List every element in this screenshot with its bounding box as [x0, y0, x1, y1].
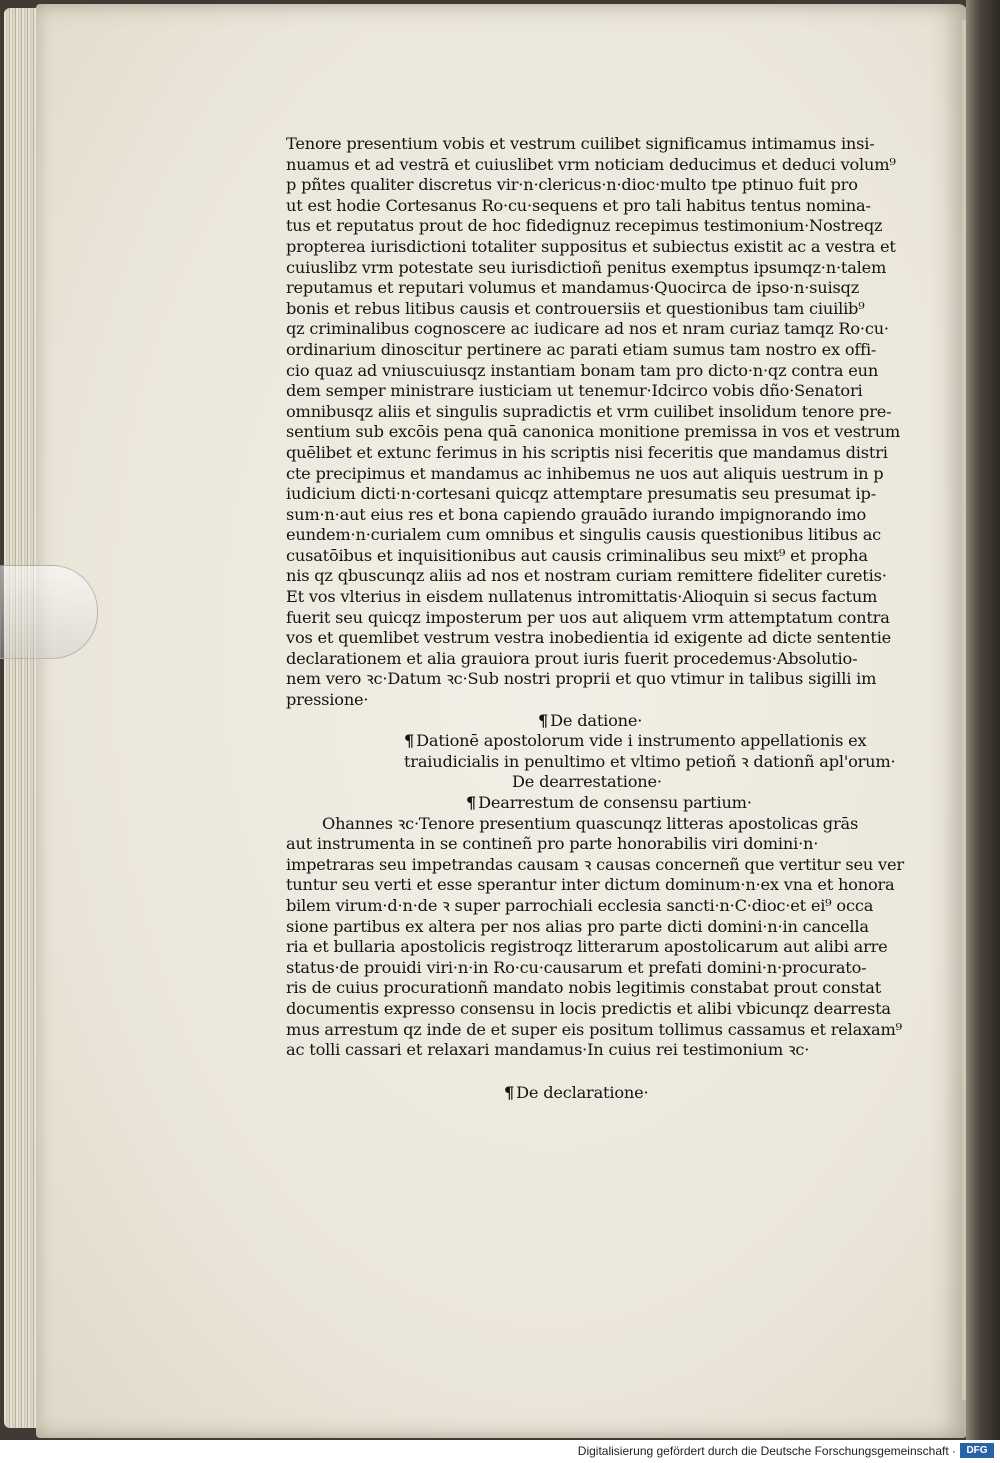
text-line: dem semper ministrare iusticiam ut tenemur·Idcirco vobis dño·Senatori [286, 381, 863, 401]
text-line: bilem virum·d·n·de ꝛ super parrochiali ecclesia sancti·n·C·dioc·et ei⁹ occa [286, 895, 874, 915]
datione-line: traiudicialis in penultimo et vltimo petioñ ꝛ dationñ apl'orum· [404, 751, 896, 771]
text-line: mus arrestum qz inde de et super eis positum tollimus cassamus et relaxam⁹ [286, 1019, 902, 1039]
text-line: Ohannes ꝛc·Tenore presentium quascunqz litteras apostolicas grās [322, 813, 859, 833]
pilcrow-icon: ¶ [538, 710, 549, 730]
pilcrow-icon: ¶ [504, 1082, 515, 1102]
text-line: propterea iurisdictioni totaliter suppositus et subiectus existit ac a vestra et [286, 236, 896, 256]
text-line: reputamus et reputari volumus et mandamus·Quocirca de ipso·n·suisqz [286, 278, 860, 298]
text-line: nuamus et ad vestrā et cuiuslibet vrm noticiam deducimus et deduci volum⁹ [286, 154, 896, 174]
paragraph-tenore [286, 134, 926, 711]
text-line: p pñtes qualiter discretus vir·n·clericus·n·dioc·multo tpe ptinuo fuit pro [286, 175, 858, 195]
text-line: bonis et rebus litibus causis et controuersiis et questionibus tam ciuilib⁹ [286, 298, 865, 318]
text-line: eundem·n·curialem cum omnibus et singulis causis questionibus litibus ac [286, 525, 882, 545]
text-line: ordinarium dinoscitur pertinere ac parati etiam sumus tam nostro ex offi- [286, 339, 877, 359]
text-line: cusatōibus et inquisitionibus aut causis criminalibus seu mixt⁹ et propha [286, 545, 868, 565]
heading-dearrestatione: De dearrestatione· [512, 772, 662, 792]
text-line: vos et quemlibet vestrum vestra inobedientia id exigente ad dicte sententie [286, 628, 892, 648]
text-line: nem vero ꝛc·Datum ꝛc·Sub nostri proprii et quo vtimur in talibus sigilli im [286, 669, 877, 689]
text-line: pressione· [286, 690, 369, 710]
text-block [286, 134, 926, 1103]
footer-bar [0, 1440, 1000, 1463]
text-line: impetraras seu impetrandas causam ꝛ causas concerneñ que vertitur seu ver [286, 854, 904, 874]
text-line: ris de cuius procurationñ mandato nobis legitimis constabat prout constat [286, 978, 882, 998]
text-line: tuntur seu verti et esse sperantur inter dictum dominum·n·ex vna et honora [286, 875, 895, 895]
pilcrow-icon: ¶ [404, 731, 415, 751]
text-line: documentis expresso consensu in locis predictis et alibi vbicunqz dearresta [286, 998, 891, 1018]
heading-declaratione: ¶ De declaratione· [504, 1082, 649, 1102]
text-line: omnibusqz aliis et singulis supradictis et vrm cuilibet insolidum tenore pre- [286, 401, 892, 421]
text-line: Tenore presentium vobis et vestrum cuilibet significamus intimamus insi- [286, 134, 875, 153]
text-line: ac tolli cassari et relaxari mandamus·In cuius rei testimonium ꝛc· [286, 1040, 810, 1060]
text-line: qz criminalibus cognoscere ac iudicare ad nos et nram curiaz tamqz Ro·cu· [286, 319, 889, 339]
text-line: fuerit seu quicqz imposterum per uos aut aliquem vrm attemptatum contra [286, 607, 890, 627]
text-line: declarationem et alia grauiora prout iuris fuerit procedemus·Absolutio- [286, 648, 858, 668]
dfg-logo-icon: DFG [960, 1443, 994, 1458]
text-line: sentium sub excōis pena quā canonica monitione premissa in vos et vestrum [286, 422, 901, 442]
text-line: quēlibet et extunc ferimus in his scriptis nisi feceritis que mandamus distri [286, 442, 888, 462]
text-line: ut est hodie Cortesanus Ro·cu·sequens et pro tali habitus tentus nomina- [286, 195, 871, 215]
text-line: nis qz qbuscunqz aliis ad nos et nostram curiam remittere fideliter curetis· [286, 566, 887, 586]
text-line: aut instrumenta in se contineñ pro parte honorabilis viri domini·n· [286, 834, 819, 854]
text-line: cio quaz ad vniuscuiusqz instantiam bonam tam pro dicto·n·qz contra eun [286, 360, 879, 380]
heading-datione: ¶ De datione· [538, 710, 643, 730]
datione-line: ¶ Dationē apostolorum vide i instrumento appellationis ex [404, 731, 867, 751]
text-line: cte precipimus et mandamus ac inhibemus ne uos aut aliquis uestrum in p [286, 463, 884, 483]
text-line: Et vos vlterius in eisdem nullatenus intromittatis·Alioquin si secus factum [286, 587, 878, 607]
text-line: tus et reputatus prout de hoc fidedignuz recepimus testimonium·Nostreqz [286, 216, 883, 236]
text-line: ria et bullaria apostolicis registroqz litterarum apostolicarum aut alibi arre [286, 937, 888, 957]
text-line: sione partibus ex altera per nos alias pro parte dicti domini·n·in cancella [286, 916, 869, 936]
paragraph-ohannes [286, 814, 926, 1061]
book-gutter [966, 0, 1000, 1440]
text-line: status·de prouidi viri·n·in Ro·cu·causarum et prefati domini·n·procurato- [286, 957, 867, 977]
page-clip [0, 565, 98, 659]
pilcrow-icon: ¶ [466, 793, 477, 812]
text-line: cuiuslibz vrm potestate seu iurisdictioñ penitus exemptus ipsumqz·n·talem [286, 257, 887, 277]
heading-dearrestum: ¶ Dearrestum de consensu partium· [466, 793, 752, 812]
text-line: iudicium dicti·n·cortesani quicqz attemptare presumatis seu presumat ip- [286, 484, 876, 504]
text-line: sum·n·aut eius res et bona capiendo grauādo iurando impignorando imo [286, 504, 867, 524]
funding-credit: Digitalisierung gefördert durch die Deutsche Forschungsgemeinschaft · [577, 1444, 956, 1458]
